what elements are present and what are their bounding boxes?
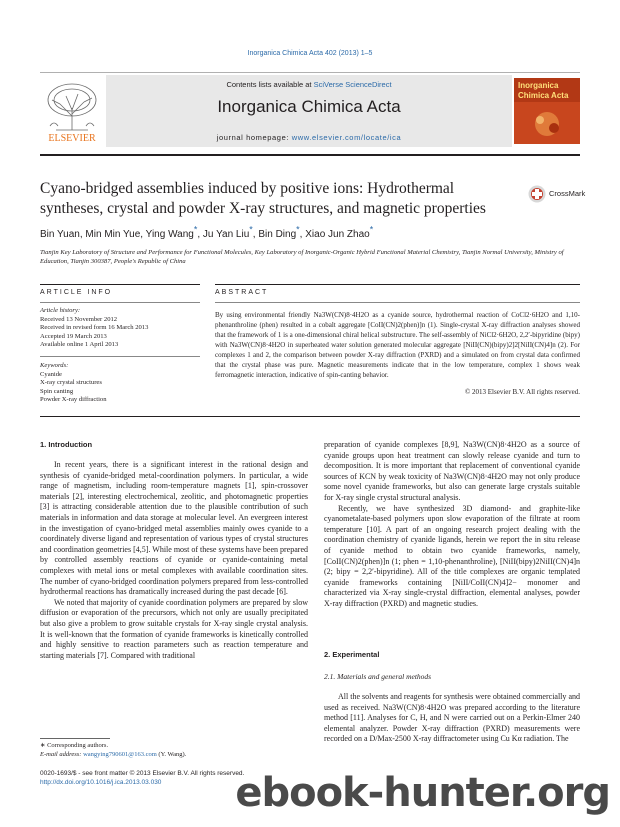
footnote — [40, 741, 308, 759]
abstract-subrule — [215, 302, 580, 303]
journal-title: Inorganica Chimica Acta — [217, 97, 401, 116]
abstract-text: By using environmental friendly Na3W(CN)8·4H2O as a cyanide source, hydrothermal reaction of CoCl2·6H2O and 1,10-phenanthroline (phen) resulted in a cobalt aggregate [CoII(CN)2(phen)]n (1). Single-crystal X-ray diffraction analyses showed that the framework of 1 is a one-dimensional chiral helical substructure. The self-assembly of NiCl2·6H2O, 2,2′-bipyridine (bipy) with Na3W(CN)8·4H2O in superheated water solution generated molecular aggregate [NiII(CN)(bipy)2]2[NiII(CN)4]n (2). For complexes 1 and 2, the comparison between powder X-ray diffraction (PXRD) and a simulated on from crystal data confirmed that the crystal phase was pure. Magnetic measurements indicate that in the low temperature, complex 1 shows weak ferromagnetic interaction, indicative of spin-canting behavior. — [215, 311, 580, 379]
author[interactable]: Ying Wang — [145, 229, 194, 240]
email-suffix: (Y. Wang). — [156, 751, 187, 758]
header-bottom-rule — [40, 154, 580, 156]
elsevier-logo[interactable] — [40, 78, 104, 144]
author-affiliation: Tianjin Key Laboratory of Structure and Performance for Functional Molecules, Key Laboratory of Inorganic-Organic Hybrid Functional Material Chemistry, Tianjin Normal University, Ministry of Education, Tianjin 300387, People's Republic of China — [40, 249, 564, 265]
experimental-text — [324, 692, 580, 745]
author[interactable]: Min Min Yue — [85, 229, 141, 240]
crossmark-label: CrossMark — [549, 189, 586, 198]
keywords-block — [40, 362, 200, 405]
keyword[interactable]: Spin canting — [40, 387, 74, 395]
corresponding-author-mark[interactable]: * — [193, 224, 198, 235]
corresponding-authors-note: ∗ Corresponding authors. — [40, 742, 109, 749]
author[interactable]: Bin Ding — [258, 229, 297, 240]
email-link[interactable]: wangying790601@163.com — [83, 751, 157, 758]
article-info-heading: ARTICLE INFO — [40, 289, 113, 296]
homepage-prefix: journal homepage: — [216, 133, 292, 142]
elsevier-tree-icon — [40, 78, 104, 144]
history-revised: Received in revised form 16 March 2013 — [40, 324, 149, 332]
right-column-text — [324, 440, 580, 610]
corresponding-author-mark[interactable]: * — [369, 224, 374, 235]
introduction-text — [40, 460, 308, 661]
crossmark-badge[interactable] — [528, 185, 586, 203]
journal-cover-image — [514, 78, 580, 144]
author[interactable]: Bin Yuan — [40, 229, 80, 240]
intro-paragraph: In recent years, there is a significant interest in the rational design and synthesis of cyanide-bridged metal-coordination polymers. In particular, a wide range of magnetism, including room-temperature magnets [1], spin-crossover materials [2], interesting electrochemical, zeolitic, and photomagnetic properties [3] is attracting considerable attention due to the plausible contribution of such materials in information and data storage at molecular level. An evergreen interest in the investigation of cyano-bridged metal assemblies mainly owes cyanide to a coordinately diverse ligand and representation of various types of crystal structures and coordination geometries [4,5]. While most of these systems have been prepared by controlled assembly reactions of cyanide or cyanide-containing metal complexes with metal ions or metal complexes with available coordination sites. The number of cyano-bridged coordination polymers prepared from less-controlled hydrothermal reactions has dramatically increased during the past decade [6]. — [40, 460, 308, 597]
author[interactable]: Xiao Jun Zhao — [305, 229, 370, 240]
corresponding-author-mark[interactable]: * — [249, 224, 253, 235]
watermark: ebook-hunter.org — [235, 770, 610, 816]
abstract-copyright: © 2013 Elsevier B.V. All rights reserved. — [464, 388, 580, 396]
email-line — [40, 750, 308, 759]
introduction-heading: 1. Introduction — [40, 440, 93, 449]
contents-prefix: Contents lists available at — [226, 80, 314, 89]
keywords-label: Keywords: — [40, 362, 69, 369]
abstract-rule — [215, 284, 580, 285]
crossmark-icon — [528, 185, 546, 203]
journal-cover-thumbnail[interactable] — [514, 78, 580, 144]
contents-available-line — [106, 80, 512, 89]
elsevier-wordmark: ELSEVIER — [48, 133, 96, 144]
article-title: Cyano-bridged assemblies induced by positive ions: Hydrothermal syntheses, crystal and powder X-ray structures, and magnetic properties — [40, 180, 486, 217]
article-history — [40, 307, 200, 350]
experimental-heading: 2. Experimental — [324, 650, 380, 659]
article-info-rule — [40, 284, 200, 285]
header-top-rule — [40, 72, 580, 73]
keywords-rule — [40, 356, 200, 357]
cover-title-line2: Chimica Acta — [518, 91, 569, 100]
author-list: Bin Yuan, Min Min Yue, Ying Wang*, Ju Yan Liu*, Bin Ding*, Xiao Jun Zhao* — [40, 224, 374, 240]
materials-subheading: 2.1. Materials and general methods — [324, 672, 432, 681]
corresponding-author-mark[interactable]: * — [296, 224, 300, 235]
intro-paragraph: We noted that majority of cyanide coordination polymers are prepared by slow diffusion or evaporation of the precursors, which not only are usually precipitated but also give a problem to grow suitable crystals for X-ray single crystal analysis. It is well-known that the formation of cyanide frameworks is kinetically controlled and highly sensitive to reaction parameters such as reaction temperature and starting materials [7]. Compared with traditional — [40, 597, 308, 660]
abstract-heading: ABSTRACT — [215, 289, 269, 296]
footnote-rule — [40, 738, 110, 739]
journal-reference[interactable]: Inorganica Chimica Acta 402 (2013) 1–5 — [247, 50, 373, 57]
abstract-bottom-rule — [40, 416, 580, 417]
history-online: Available online 1 April 2013 — [40, 341, 119, 349]
keyword[interactable]: X-ray crystal structures — [40, 379, 102, 387]
keyword[interactable]: Powder X-ray diffraction — [40, 396, 107, 404]
homepage-link[interactable]: www.elsevier.com/locate/ica — [291, 133, 402, 142]
cover-title-line1: Inorganica — [518, 81, 559, 90]
doi-link[interactable]: http://dx.doi.org/10.1016/j.ica.2013.03.030 — [40, 778, 162, 786]
body-paragraph: Recently, we have synthesized 3D diamond- and graphite-like cyanometalate-based polymers upon slow evaporation of the filtrate at room temperature [10]. A part of an ongoing research project dealing with the coordination chemistry of cyanide ligands, herein we report the in situ release of cyanide method to obtain two cyanide frameworks, namely, [CoII(CN)2(phen)]n (1; phen = 1,10-phenanthroline), [NiII(bipy)2NiII(CN)4]n (2; bipy = 2,2′-bipyridine). All of the title complexes are organic templated cyanide frameworks containing [NiII/CoII(CN)4]2− monomer and characterized via X-ray single-crystal diffraction, elemental analyses, powder X-ray diffraction (PXRD) and magnetic studies. — [324, 503, 580, 608]
journal-homepage-line — [106, 133, 512, 142]
body-paragraph: preparation of cyanide complexes [8,9], Na3W(CN)8·4H2O as a source of cyanide groups upon heat treatment can slowly release cyanide and turn to decomposition. It is more important that replacement of conventional cyanide sources of KCN by weak toxicity of Na3W(CN)8·4H2O may not only produce some novel cyanide frameworks, but also can generate large crystals suitable for X-ray single crystal structural analysis. — [324, 440, 580, 502]
author[interactable]: Ju Yan Liu — [202, 229, 250, 240]
email-prefix: E-mail address: — [40, 751, 84, 758]
history-received: Received 13 November 2012 — [40, 315, 118, 323]
body-paragraph: All the solvents and reagents for synthesis were obtained commercially and used as received. Na3W(CN)8·4H2O was prepared according to the literature method [11]. Analyses for C, H, and N were carried out on a Perkin-Elmer 240 elemental analyzer. Powder X-ray diffraction (PXRD) measurements were recorded on a D/Max-2500 X-ray diffractometer using Cu Kα radiation. The — [324, 692, 580, 744]
history-label: Article history: — [40, 307, 81, 314]
issn-line: 0020-1693/$ - see front matter © 2013 Elsevier B.V. All rights reserved. — [40, 770, 245, 777]
keyword[interactable]: Cyanide — [40, 370, 62, 378]
history-accepted: Accepted 19 March 2013 — [40, 332, 107, 340]
sciencedirect-link[interactable]: SciVerse ScienceDirect — [313, 80, 392, 89]
article-info-subrule — [40, 302, 200, 303]
